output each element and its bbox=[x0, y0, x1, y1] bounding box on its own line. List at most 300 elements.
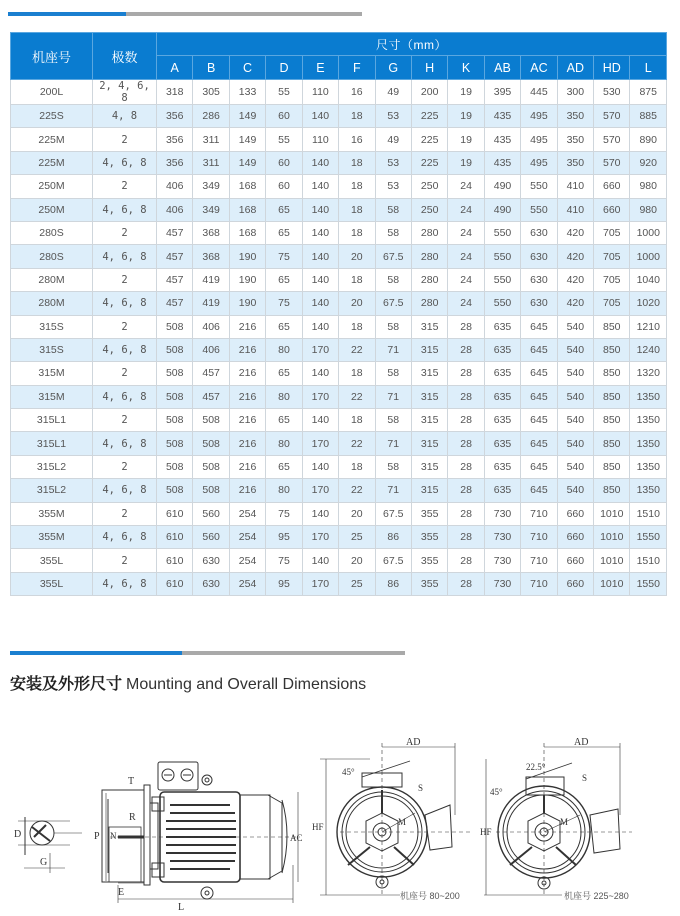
cell-c: 190 bbox=[229, 292, 265, 315]
cell-l: 1350 bbox=[630, 432, 667, 455]
cell-frame: 225M bbox=[11, 151, 93, 174]
table-body bbox=[11, 80, 667, 596]
cell-l: 875 bbox=[630, 80, 667, 105]
cell-h: 280 bbox=[411, 292, 447, 315]
cell-k: 28 bbox=[448, 502, 484, 525]
table-row bbox=[11, 526, 667, 549]
cell-l: 1210 bbox=[630, 315, 667, 338]
cell-h: 280 bbox=[411, 268, 447, 291]
cell-hd: 705 bbox=[594, 268, 630, 291]
label-M: M bbox=[560, 817, 569, 827]
cell-poles: 2 bbox=[93, 128, 157, 151]
cell-e: 140 bbox=[302, 221, 338, 244]
cell-ad: 540 bbox=[557, 432, 593, 455]
column-header-e: E bbox=[302, 56, 338, 80]
cell-d: 55 bbox=[266, 128, 302, 151]
cell-c: 254 bbox=[229, 502, 265, 525]
table-row bbox=[11, 151, 667, 174]
cell-poles: 4, 6, 8 bbox=[93, 338, 157, 361]
column-header-f: F bbox=[339, 56, 375, 80]
cell-d: 65 bbox=[266, 455, 302, 478]
cell-f: 20 bbox=[339, 292, 375, 315]
cell-poles: 2 bbox=[93, 221, 157, 244]
table-row bbox=[11, 315, 667, 338]
cell-g: 53 bbox=[375, 151, 411, 174]
label-AC: AC bbox=[290, 833, 303, 843]
cell-e: 140 bbox=[302, 549, 338, 572]
cell-f: 18 bbox=[339, 198, 375, 221]
label-AD: AD bbox=[574, 737, 589, 748]
cell-g: 49 bbox=[375, 128, 411, 151]
cell-hd: 705 bbox=[594, 245, 630, 268]
label-M: M bbox=[398, 817, 407, 827]
cell-frame: 225S bbox=[11, 105, 93, 128]
cell-ad: 540 bbox=[557, 455, 593, 478]
cell-k: 24 bbox=[448, 221, 484, 244]
cell-g: 67.5 bbox=[375, 245, 411, 268]
cell-g: 58 bbox=[375, 315, 411, 338]
cell-ad: 540 bbox=[557, 338, 593, 361]
dimension-table bbox=[10, 32, 667, 596]
cell-k: 28 bbox=[448, 432, 484, 455]
header-poles: 极数 bbox=[93, 33, 157, 80]
label-T: T bbox=[128, 776, 135, 787]
cell-ad: 660 bbox=[557, 526, 593, 549]
cell-a: 457 bbox=[157, 221, 193, 244]
cell-c: 216 bbox=[229, 385, 265, 408]
cell-e: 140 bbox=[302, 362, 338, 385]
cell-poles: 4, 6, 8 bbox=[93, 432, 157, 455]
cell-e: 140 bbox=[302, 198, 338, 221]
cell-poles: 4, 6, 8 bbox=[93, 151, 157, 174]
cell-frame: 355M bbox=[11, 526, 93, 549]
cell-d: 95 bbox=[266, 526, 302, 549]
cell-hd: 660 bbox=[594, 175, 630, 198]
cell-e: 140 bbox=[302, 315, 338, 338]
top-divider-bar bbox=[8, 12, 362, 16]
cell-poles: 2 bbox=[93, 549, 157, 572]
cell-e: 140 bbox=[302, 175, 338, 198]
cell-b: 368 bbox=[193, 245, 229, 268]
table-row bbox=[11, 268, 667, 291]
cell-f: 18 bbox=[339, 268, 375, 291]
cell-l: 1000 bbox=[630, 221, 667, 244]
cell-e: 140 bbox=[302, 105, 338, 128]
cell-g: 58 bbox=[375, 221, 411, 244]
cell-hd: 1010 bbox=[594, 526, 630, 549]
label-G: G bbox=[40, 857, 48, 868]
cell-h: 225 bbox=[411, 151, 447, 174]
cell-c: 254 bbox=[229, 572, 265, 595]
cell-poles: 2 bbox=[93, 315, 157, 338]
cell-ad: 540 bbox=[557, 409, 593, 432]
cell-ac: 630 bbox=[521, 268, 557, 291]
cell-poles: 4, 6, 8 bbox=[93, 292, 157, 315]
cell-d: 65 bbox=[266, 221, 302, 244]
cell-l: 1020 bbox=[630, 292, 667, 315]
cell-ab: 730 bbox=[484, 502, 520, 525]
cell-l: 980 bbox=[630, 175, 667, 198]
cell-a: 610 bbox=[157, 549, 193, 572]
column-header-k: K bbox=[448, 56, 484, 80]
label-angle: 45° bbox=[342, 767, 355, 777]
label-HF: HF bbox=[480, 827, 492, 837]
cell-hd: 850 bbox=[594, 409, 630, 432]
cell-hd: 530 bbox=[594, 80, 630, 105]
cell-h: 315 bbox=[411, 338, 447, 361]
section-title-en: Mounting and Overall Dimensions bbox=[126, 676, 367, 693]
cell-ad: 540 bbox=[557, 315, 593, 338]
table-row bbox=[11, 80, 667, 105]
cell-frame: 280M bbox=[11, 268, 93, 291]
cell-frame: 280S bbox=[11, 245, 93, 268]
cell-g: 58 bbox=[375, 362, 411, 385]
cell-a: 508 bbox=[157, 338, 193, 361]
column-header-h: H bbox=[411, 56, 447, 80]
cell-ac: 645 bbox=[521, 409, 557, 432]
cell-d: 65 bbox=[266, 198, 302, 221]
cell-l: 1510 bbox=[630, 549, 667, 572]
cell-ac: 645 bbox=[521, 479, 557, 502]
cell-c: 190 bbox=[229, 268, 265, 291]
column-header-hd: HD bbox=[594, 56, 630, 80]
cell-g: 58 bbox=[375, 198, 411, 221]
cell-h: 225 bbox=[411, 128, 447, 151]
cell-l: 890 bbox=[630, 128, 667, 151]
cell-hd: 660 bbox=[594, 198, 630, 221]
cell-a: 356 bbox=[157, 128, 193, 151]
cell-b: 508 bbox=[193, 409, 229, 432]
divider-rest bbox=[182, 651, 405, 655]
cell-frame: 315L1 bbox=[11, 409, 93, 432]
cell-e: 170 bbox=[302, 432, 338, 455]
cell-ab: 635 bbox=[484, 385, 520, 408]
cell-hd: 850 bbox=[594, 385, 630, 408]
cell-l: 1550 bbox=[630, 526, 667, 549]
table-row bbox=[11, 572, 667, 595]
cell-f: 16 bbox=[339, 128, 375, 151]
cell-g: 71 bbox=[375, 479, 411, 502]
label-L: L bbox=[178, 902, 185, 913]
cell-f: 20 bbox=[339, 245, 375, 268]
cell-h: 315 bbox=[411, 409, 447, 432]
cell-f: 18 bbox=[339, 362, 375, 385]
cell-g: 67.5 bbox=[375, 549, 411, 572]
cell-g: 49 bbox=[375, 80, 411, 105]
cell-hd: 705 bbox=[594, 221, 630, 244]
cell-l: 1350 bbox=[630, 409, 667, 432]
label-angle: 45° bbox=[490, 787, 503, 797]
cell-d: 60 bbox=[266, 151, 302, 174]
cell-a: 406 bbox=[157, 198, 193, 221]
cell-ab: 635 bbox=[484, 338, 520, 361]
cell-b: 311 bbox=[193, 128, 229, 151]
cell-l: 1510 bbox=[630, 502, 667, 525]
table-row bbox=[11, 362, 667, 385]
cell-ab: 730 bbox=[484, 526, 520, 549]
cell-ad: 660 bbox=[557, 549, 593, 572]
cell-a: 508 bbox=[157, 385, 193, 408]
column-header-b: B bbox=[193, 56, 229, 80]
cell-c: 216 bbox=[229, 479, 265, 502]
column-header-ac: AC bbox=[521, 56, 557, 80]
cell-a: 457 bbox=[157, 245, 193, 268]
cell-ad: 420 bbox=[557, 268, 593, 291]
divider-accent bbox=[10, 651, 182, 655]
cell-ab: 550 bbox=[484, 268, 520, 291]
cell-f: 16 bbox=[339, 80, 375, 105]
cell-f: 18 bbox=[339, 221, 375, 244]
section-divider-bar bbox=[10, 651, 405, 655]
caption-small: 机座号 80~200 bbox=[400, 891, 460, 901]
cell-hd: 850 bbox=[594, 455, 630, 478]
cell-ab: 730 bbox=[484, 572, 520, 595]
cell-ac: 630 bbox=[521, 245, 557, 268]
cell-f: 20 bbox=[339, 502, 375, 525]
table-row bbox=[11, 432, 667, 455]
table-row bbox=[11, 502, 667, 525]
cell-h: 200 bbox=[411, 80, 447, 105]
cell-a: 508 bbox=[157, 409, 193, 432]
table-row bbox=[11, 292, 667, 315]
cell-hd: 850 bbox=[594, 362, 630, 385]
cell-f: 18 bbox=[339, 151, 375, 174]
cell-e: 140 bbox=[302, 409, 338, 432]
cell-b: 457 bbox=[193, 385, 229, 408]
cell-d: 75 bbox=[266, 549, 302, 572]
cell-b: 419 bbox=[193, 268, 229, 291]
cell-ad: 410 bbox=[557, 175, 593, 198]
cell-f: 22 bbox=[339, 432, 375, 455]
table-row bbox=[11, 385, 667, 408]
cell-c: 149 bbox=[229, 105, 265, 128]
cell-c: 190 bbox=[229, 245, 265, 268]
cell-ad: 540 bbox=[557, 362, 593, 385]
cell-d: 80 bbox=[266, 338, 302, 361]
shaft-section bbox=[30, 821, 54, 845]
cell-a: 406 bbox=[157, 175, 193, 198]
cell-c: 254 bbox=[229, 549, 265, 572]
cell-c: 254 bbox=[229, 526, 265, 549]
cell-frame: 315L2 bbox=[11, 455, 93, 478]
cell-d: 65 bbox=[266, 315, 302, 338]
label-R: R bbox=[129, 812, 136, 823]
cell-ad: 420 bbox=[557, 221, 593, 244]
cell-f: 25 bbox=[339, 572, 375, 595]
cell-c: 133 bbox=[229, 80, 265, 105]
cell-g: 58 bbox=[375, 409, 411, 432]
cell-frame: 280M bbox=[11, 292, 93, 315]
cell-d: 75 bbox=[266, 502, 302, 525]
table-row bbox=[11, 198, 667, 221]
cell-poles: 4, 6, 8 bbox=[93, 479, 157, 502]
cell-h: 280 bbox=[411, 245, 447, 268]
cell-k: 28 bbox=[448, 362, 484, 385]
cell-c: 216 bbox=[229, 315, 265, 338]
cell-b: 286 bbox=[193, 105, 229, 128]
cell-frame: 315L1 bbox=[11, 432, 93, 455]
cell-ab: 635 bbox=[484, 479, 520, 502]
cell-f: 22 bbox=[339, 479, 375, 502]
cell-a: 457 bbox=[157, 292, 193, 315]
cell-ad: 420 bbox=[557, 292, 593, 315]
cell-poles: 4, 6, 8 bbox=[93, 526, 157, 549]
cell-h: 315 bbox=[411, 385, 447, 408]
cell-g: 86 bbox=[375, 526, 411, 549]
cell-ac: 495 bbox=[521, 128, 557, 151]
cell-poles: 2 bbox=[93, 455, 157, 478]
cell-h: 280 bbox=[411, 221, 447, 244]
cell-k: 28 bbox=[448, 549, 484, 572]
cell-a: 610 bbox=[157, 572, 193, 595]
cell-g: 71 bbox=[375, 432, 411, 455]
cell-frame: 355M bbox=[11, 502, 93, 525]
cell-g: 53 bbox=[375, 175, 411, 198]
cell-g: 71 bbox=[375, 338, 411, 361]
cell-ad: 660 bbox=[557, 572, 593, 595]
cell-poles: 2, 4, 6, 8 bbox=[93, 80, 157, 105]
cell-a: 457 bbox=[157, 268, 193, 291]
cell-ac: 710 bbox=[521, 526, 557, 549]
cell-ac: 645 bbox=[521, 315, 557, 338]
cell-poles: 2 bbox=[93, 268, 157, 291]
cell-e: 140 bbox=[302, 455, 338, 478]
cell-poles: 4, 6, 8 bbox=[93, 198, 157, 221]
divider-accent bbox=[8, 12, 126, 16]
cell-b: 560 bbox=[193, 526, 229, 549]
cell-ad: 350 bbox=[557, 151, 593, 174]
cell-h: 315 bbox=[411, 455, 447, 478]
cell-h: 250 bbox=[411, 198, 447, 221]
label-AD: AD bbox=[406, 737, 421, 748]
cell-f: 18 bbox=[339, 175, 375, 198]
cell-g: 86 bbox=[375, 572, 411, 595]
cell-b: 560 bbox=[193, 502, 229, 525]
table-row bbox=[11, 479, 667, 502]
cell-f: 18 bbox=[339, 315, 375, 338]
label-S: S bbox=[582, 773, 588, 783]
header-dimensions: 尺寸（mm） bbox=[157, 33, 667, 56]
cell-l: 1550 bbox=[630, 572, 667, 595]
cell-hd: 570 bbox=[594, 128, 630, 151]
cell-ac: 495 bbox=[521, 151, 557, 174]
cell-f: 18 bbox=[339, 409, 375, 432]
cell-b: 508 bbox=[193, 455, 229, 478]
cell-a: 610 bbox=[157, 526, 193, 549]
caption-large: 机座号 225~280 bbox=[564, 891, 629, 901]
cell-f: 22 bbox=[339, 338, 375, 361]
cell-ac: 710 bbox=[521, 572, 557, 595]
cell-d: 65 bbox=[266, 268, 302, 291]
cell-h: 315 bbox=[411, 479, 447, 502]
cell-hd: 570 bbox=[594, 105, 630, 128]
cell-poles: 4, 8 bbox=[93, 105, 157, 128]
cell-l: 1350 bbox=[630, 455, 667, 478]
cell-b: 406 bbox=[193, 338, 229, 361]
cell-c: 216 bbox=[229, 409, 265, 432]
cell-c: 216 bbox=[229, 455, 265, 478]
cell-e: 140 bbox=[302, 292, 338, 315]
cell-k: 28 bbox=[448, 385, 484, 408]
cell-g: 71 bbox=[375, 385, 411, 408]
cell-ac: 630 bbox=[521, 292, 557, 315]
cell-k: 24 bbox=[448, 245, 484, 268]
cell-frame: 250M bbox=[11, 175, 93, 198]
column-header-c: C bbox=[229, 56, 265, 80]
cell-poles: 2 bbox=[93, 175, 157, 198]
cell-ad: 410 bbox=[557, 198, 593, 221]
cell-ad: 540 bbox=[557, 479, 593, 502]
cell-f: 22 bbox=[339, 385, 375, 408]
cell-a: 508 bbox=[157, 362, 193, 385]
cell-b: 630 bbox=[193, 549, 229, 572]
label-E: E bbox=[118, 887, 125, 898]
cell-ac: 550 bbox=[521, 175, 557, 198]
cell-h: 250 bbox=[411, 175, 447, 198]
cell-ac: 645 bbox=[521, 362, 557, 385]
cell-d: 80 bbox=[266, 479, 302, 502]
cell-hd: 1010 bbox=[594, 502, 630, 525]
cell-l: 980 bbox=[630, 198, 667, 221]
table-row bbox=[11, 549, 667, 572]
cell-ad: 420 bbox=[557, 245, 593, 268]
column-header-l: L bbox=[630, 56, 667, 80]
cell-k: 28 bbox=[448, 455, 484, 478]
cell-e: 110 bbox=[302, 80, 338, 105]
cell-b: 305 bbox=[193, 80, 229, 105]
cell-poles: 2 bbox=[93, 409, 157, 432]
cell-e: 170 bbox=[302, 338, 338, 361]
cell-ac: 645 bbox=[521, 455, 557, 478]
cell-g: 58 bbox=[375, 455, 411, 478]
cell-b: 630 bbox=[193, 572, 229, 595]
cell-k: 19 bbox=[448, 128, 484, 151]
cell-frame: 355L bbox=[11, 549, 93, 572]
cell-hd: 850 bbox=[594, 479, 630, 502]
cell-h: 315 bbox=[411, 362, 447, 385]
cell-l: 1350 bbox=[630, 385, 667, 408]
table-row bbox=[11, 221, 667, 244]
cell-h: 225 bbox=[411, 105, 447, 128]
cell-d: 80 bbox=[266, 432, 302, 455]
cell-ac: 550 bbox=[521, 198, 557, 221]
cell-b: 457 bbox=[193, 362, 229, 385]
cell-g: 58 bbox=[375, 268, 411, 291]
table-row bbox=[11, 105, 667, 128]
cell-ab: 490 bbox=[484, 175, 520, 198]
cell-k: 19 bbox=[448, 151, 484, 174]
cell-hd: 850 bbox=[594, 338, 630, 361]
cell-b: 311 bbox=[193, 151, 229, 174]
column-header-ab: AB bbox=[484, 56, 520, 80]
label-S: S bbox=[418, 783, 424, 793]
cell-a: 610 bbox=[157, 502, 193, 525]
terminal-box bbox=[158, 762, 198, 790]
cell-b: 508 bbox=[193, 432, 229, 455]
header-frame: 机座号 bbox=[11, 33, 93, 80]
cell-e: 170 bbox=[302, 572, 338, 595]
cell-g: 67.5 bbox=[375, 292, 411, 315]
cell-ab: 550 bbox=[484, 245, 520, 268]
cell-hd: 570 bbox=[594, 151, 630, 174]
cell-poles: 4, 6, 8 bbox=[93, 245, 157, 268]
cell-b: 406 bbox=[193, 315, 229, 338]
cell-l: 1350 bbox=[630, 479, 667, 502]
cell-e: 140 bbox=[302, 151, 338, 174]
cell-l: 1000 bbox=[630, 245, 667, 268]
table-row bbox=[11, 128, 667, 151]
cell-k: 24 bbox=[448, 292, 484, 315]
